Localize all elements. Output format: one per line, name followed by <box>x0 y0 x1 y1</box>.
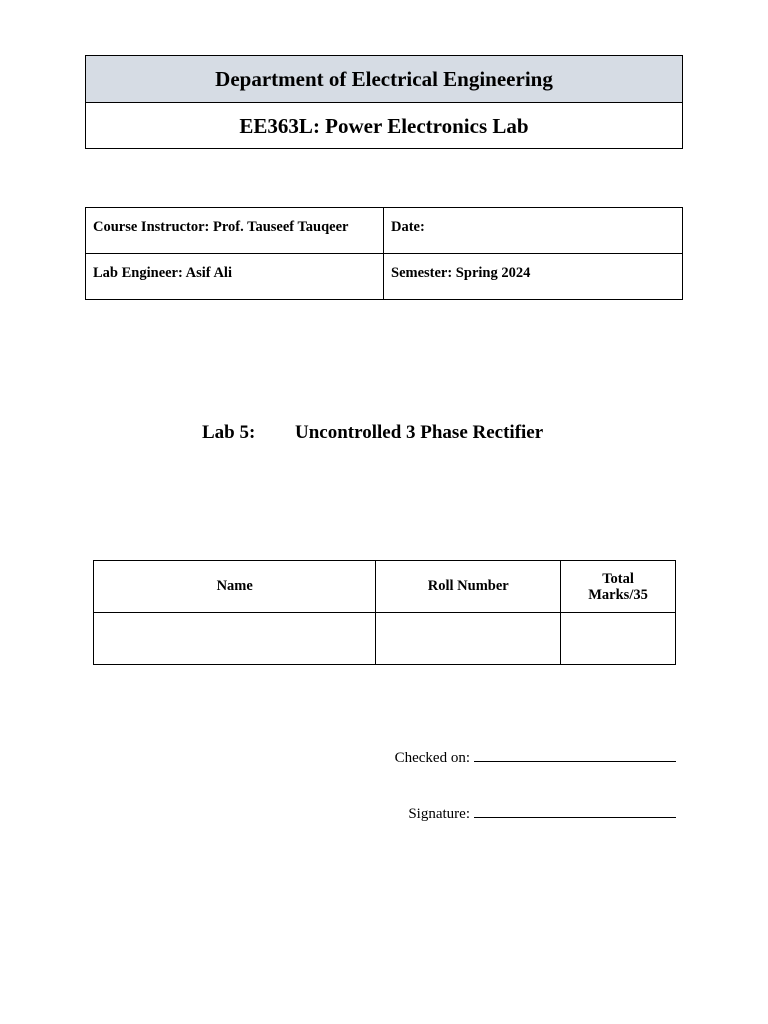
checked-on-blank[interactable] <box>474 747 676 762</box>
lab-title <box>202 422 543 444</box>
name-header: Name <box>94 561 376 613</box>
signature-line <box>380 803 676 823</box>
semester-cell: Semester: Spring 2024 <box>384 254 683 300</box>
table-header-row <box>94 561 676 613</box>
lab-name: Uncontrolled 3 Phase Rectifier <box>295 422 544 443</box>
total-marks-line1: Total <box>602 570 634 587</box>
total-marks-cell[interactable] <box>561 613 676 665</box>
info-row <box>86 254 683 300</box>
signature-label: Signature: <box>408 806 470 822</box>
total-marks-header <box>561 561 676 613</box>
checked-on-label: Checked on: <box>394 750 470 766</box>
instructor-cell: Course Instructor: Prof. Tauseef Tauqeer <box>86 208 384 254</box>
table-row <box>94 613 676 665</box>
engineer-cell: Lab Engineer: Asif Ali <box>86 254 384 300</box>
department-title: Department of Electrical Engineering <box>86 56 682 103</box>
checked-on-line <box>380 747 676 767</box>
lab-number: Lab 5: <box>202 422 256 443</box>
student-table <box>93 560 676 665</box>
header-box <box>85 55 683 149</box>
name-cell[interactable] <box>94 613 376 665</box>
total-marks-line2: Marks/35 <box>588 586 648 603</box>
date-cell: Date: <box>384 208 683 254</box>
course-title: EE363L: Power Electronics Lab <box>239 113 529 138</box>
roll-number-header: Roll Number <box>376 561 561 613</box>
signature-blank[interactable] <box>474 803 676 818</box>
course-info-table <box>85 207 683 300</box>
roll-number-cell[interactable] <box>376 613 561 665</box>
info-row <box>86 208 683 254</box>
